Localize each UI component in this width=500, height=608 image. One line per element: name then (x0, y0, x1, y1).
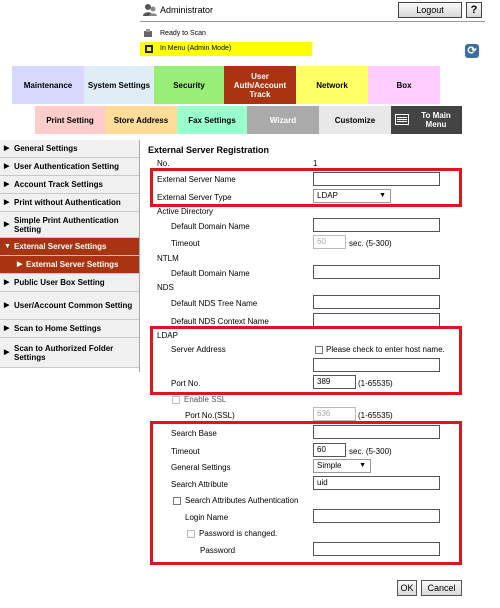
logout-button[interactable]: Logout (398, 2, 462, 18)
timeout-label: Timeout (171, 447, 200, 456)
ntlm-domain-label: Default Domain Name (171, 269, 250, 278)
ntlm-section: NTLM (157, 254, 179, 263)
ldap-section: LDAP (157, 331, 178, 340)
server-type-label: External Server Type (157, 193, 232, 202)
search-attribute-input[interactable]: uid (313, 476, 440, 490)
port-range: (1-65535) (358, 379, 393, 388)
sidebar-item-user-authentication-setting[interactable]: ▶ User Authentication Setting (0, 158, 139, 176)
login-name-label: Login Name (185, 513, 229, 522)
port-label: Port No. (171, 379, 201, 388)
enable-ssl-label: Enable SSL (184, 395, 227, 404)
enable-ssl-checkbox[interactable] (172, 396, 180, 404)
sidebar-item-account-track-settings[interactable]: ▶ Account Track Settings (0, 176, 139, 194)
sidebar-item-user-account-common-setting[interactable]: ▶ User/Account Common Setting (0, 292, 139, 320)
ok-button[interactable]: OK (397, 580, 417, 596)
device-status: Ready to Scan (160, 30, 206, 37)
tab-box[interactable]: Box (368, 66, 440, 104)
chevron-down-icon: ▼ (379, 192, 386, 199)
general-settings-select[interactable]: Simple ▼ (313, 459, 371, 473)
tab-customize[interactable]: Customize (319, 106, 391, 134)
ssl-port-range: (1-65535) (358, 411, 393, 420)
nds-section: NDS (157, 283, 174, 292)
server-address-label: Server Address (171, 345, 226, 354)
nds-tree-input[interactable] (313, 295, 440, 309)
user-name: Administrator (160, 5, 214, 15)
tab-store-address[interactable]: Store Address (105, 106, 177, 134)
ready-status-icon (143, 28, 153, 38)
tab-security[interactable]: Security (154, 66, 224, 104)
admin-mode-icon (144, 44, 154, 54)
sidebar (0, 140, 140, 372)
cancel-button[interactable]: Cancel (421, 580, 462, 596)
no-value: 1 (313, 159, 318, 168)
password-label: Password (200, 546, 236, 555)
refresh-icon[interactable]: ⟳ (465, 44, 479, 58)
main-menu-icon (395, 114, 409, 125)
hostname-check-label: Please check to enter host name. (326, 345, 445, 354)
ad-domain-label: Default Domain Name (171, 222, 250, 231)
sidebar-subitem-external-server-settings[interactable]: ▶ External Server Settings (0, 256, 139, 274)
tab-user-auth-account-track[interactable]: User Auth/Account Track (224, 66, 296, 104)
tab-to-main-menu[interactable] (391, 106, 462, 134)
ntlm-domain-input[interactable] (313, 265, 440, 279)
port-input[interactable]: 389 (313, 375, 356, 389)
mode-text: In Menu (Admin Mode) (160, 45, 232, 52)
ssl-port-input[interactable]: 636 (313, 407, 356, 421)
ad-timeout-label: Timeout (171, 239, 200, 248)
tab-network[interactable]: Network (296, 66, 368, 104)
server-name-label: External Server Name (157, 175, 236, 184)
search-attribute-label: Search Attribute (171, 480, 228, 489)
no-label: No. (157, 159, 170, 168)
tab-system-settings[interactable]: System Settings (84, 66, 154, 104)
administrator-icon (143, 3, 157, 17)
active-directory-section: Active Directory (157, 207, 214, 216)
nds-tree-label: Default NDS Tree Name (171, 299, 258, 308)
to-main-menu-label: To Main Menu (421, 111, 451, 129)
ad-timeout-input[interactable]: 60 (313, 235, 346, 249)
tab-print-setting[interactable]: Print Setting (35, 106, 105, 134)
ssl-port-label: Port No.(SSL) (185, 411, 235, 420)
highlight-ldap-server (150, 326, 462, 395)
search-auth-label: Search Attributes Authentication (185, 496, 299, 505)
nds-context-label: Default NDS Context Name (171, 317, 269, 326)
tab-wizard[interactable]: Wizard (247, 106, 319, 134)
general-settings-label: General Settings (171, 463, 231, 472)
sidebar-item-scan-to-authorized-folder-settings[interactable]: ▶ Scan to Authorized Folder Settings (0, 338, 139, 368)
sidebar-item-print-without-authentication[interactable]: ▶ Print without Authentication (0, 194, 139, 212)
highlight-server-info (150, 168, 462, 207)
header-divider (140, 21, 485, 22)
timeout-unit: sec. (5-300) (349, 447, 392, 456)
ad-timeout-unit: sec. (5-300) (349, 239, 392, 248)
chevron-down-icon: ▼ (359, 462, 366, 469)
tab-maintenance[interactable]: Maintenance (12, 66, 84, 104)
timeout-input[interactable]: 60 (313, 443, 346, 457)
sidebar-item-scan-to-home-settings[interactable]: ▶ Scan to Home Settings (0, 320, 139, 338)
sidebar-item-public-user-box-setting[interactable]: ▶ Public User Box Setting (0, 274, 139, 292)
server-type-select[interactable]: LDAP ▼ (313, 189, 391, 203)
ad-domain-input[interactable] (313, 218, 440, 232)
help-button[interactable]: ? (466, 2, 482, 18)
sidebar-item-simple-print-authentication-setting[interactable]: ▶ Simple Print Authentication Setting (0, 212, 139, 238)
page-title: External Server Registration (148, 145, 270, 155)
sidebar-item-external-server-settings[interactable]: ▼ External Server Settings (0, 238, 139, 256)
sidebar-item-general-settings[interactable]: ▶ General Settings (0, 140, 139, 158)
tab-fax-settings[interactable]: Fax Settings (177, 106, 247, 134)
password-changed-label: Password is changed. (199, 529, 278, 538)
highlight-search-settings (150, 421, 462, 565)
nds-context-input[interactable] (313, 313, 440, 327)
search-base-label: Search Base (171, 429, 217, 438)
